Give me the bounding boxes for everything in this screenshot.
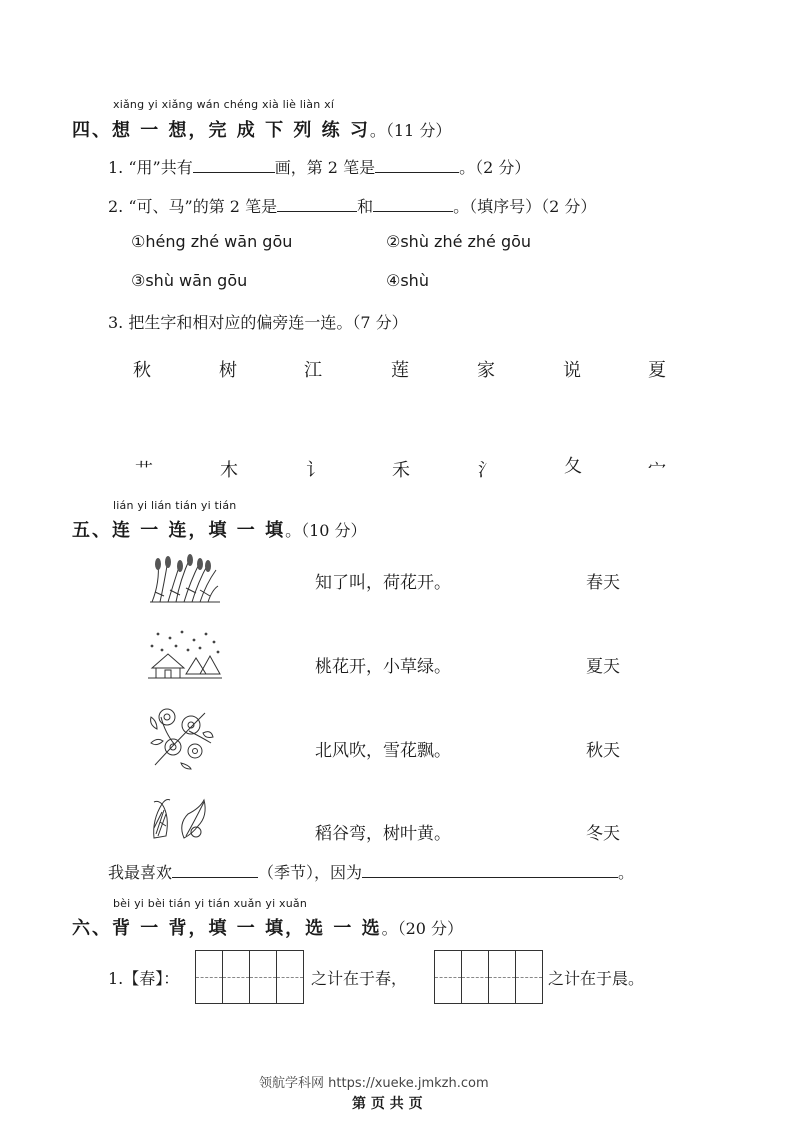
section4-heading: 四、想 一 想，完 成 下 列 练 习 <box>72 120 370 141</box>
grid-cell[interactable] <box>462 951 489 1003</box>
fill-text-c: 。 <box>618 863 635 882</box>
grid-cell[interactable] <box>435 951 462 1003</box>
section6-heading-line <box>72 914 463 940</box>
radical-shui[interactable]: 氵 <box>478 460 496 481</box>
radical-mian[interactable]: 宀 <box>648 460 666 481</box>
section6-score: 。（20 分） <box>381 919 464 938</box>
char-xia[interactable]: 夏 <box>648 360 666 381</box>
grid-cell[interactable] <box>223 951 250 1003</box>
question-4-3: 3. 把生字和相对应的偏旁连一连。（7 分） <box>108 313 408 332</box>
radical-yan[interactable]: 讠 <box>306 460 324 481</box>
page-number: 第 页 共 页 <box>352 1096 423 1112</box>
q6-1-end: 之计在于晨。 <box>548 969 645 988</box>
writing-grid-1[interactable] <box>195 950 304 1004</box>
grid-cell[interactable] <box>489 951 516 1003</box>
corn-and-leaf-icon[interactable] <box>148 798 210 840</box>
char-lian[interactable]: 莲 <box>391 360 409 381</box>
q42-text-a: 2. “可、马”的第 2 笔是 <box>108 197 278 216</box>
q42-text-b: 和 <box>357 197 374 216</box>
phrase-spring[interactable]: 桃花开，小草绿。 <box>315 657 451 677</box>
section6-pinyin: bèi yi bèi tián yi tián xuǎn yi xuǎn <box>113 897 308 910</box>
q6-1-mid: 之计在于春， <box>311 969 408 988</box>
char-jiang[interactable]: 江 <box>304 360 322 381</box>
q41-text-a: 1. “用”共有 <box>108 158 193 177</box>
footer-watermark: 领航学科网 https://xueke.jmkzh.com <box>259 1076 489 1091</box>
grid-cell[interactable] <box>277 951 303 1003</box>
phrase-autumn[interactable]: 稻谷弯，树叶黄。 <box>315 824 451 844</box>
season-autumn[interactable]: 秋天 <box>586 741 620 761</box>
radical-he[interactable]: 禾 <box>392 460 410 481</box>
grid-cell[interactable] <box>250 951 277 1003</box>
section5-heading-line <box>72 516 367 542</box>
char-shu[interactable]: 树 <box>219 360 237 381</box>
fill-text-a: 我最喜欢 <box>108 863 173 882</box>
section4-heading-line <box>72 116 451 142</box>
option-4: ④shù <box>386 271 429 290</box>
fill-text-b: （季节），因为 <box>258 863 363 882</box>
writing-grid-2[interactable] <box>434 950 543 1004</box>
blank-stroke-count[interactable] <box>193 156 275 173</box>
season-spring[interactable]: 春天 <box>586 573 620 593</box>
blank-favorite-season[interactable] <box>172 861 258 878</box>
section5-heading: 五、连 一 连，填 一 填 <box>72 520 286 541</box>
q42-text-c: 。（填序号）（2 分） <box>453 197 597 216</box>
char-qiu[interactable]: 秋 <box>133 360 151 381</box>
rice-field-icon[interactable] <box>150 552 220 604</box>
option-3: ③shù wān gōu <box>131 271 248 290</box>
section5-pinyin: lián yi lián tián yi tián <box>113 499 237 512</box>
question-4-1 <box>108 155 530 178</box>
blank-ma[interactable] <box>373 195 453 212</box>
blank-ke[interactable] <box>277 195 357 212</box>
radical-sui[interactable]: 夂 <box>564 456 582 477</box>
blank-second-stroke[interactable] <box>375 156 459 173</box>
season-summer[interactable]: 夏天 <box>586 657 620 677</box>
favorite-season-line <box>108 860 634 883</box>
char-jia[interactable]: 家 <box>477 360 495 381</box>
grid-cell[interactable] <box>196 951 223 1003</box>
section4-score: 。（11 分） <box>369 121 452 140</box>
section5-score: 。（10 分） <box>285 521 367 540</box>
q41-text-c: 。（2 分） <box>459 158 531 177</box>
option-2: ②shù zhé zhé gōu <box>386 232 532 251</box>
grid-cell[interactable] <box>516 951 542 1003</box>
flower-branch-icon[interactable] <box>145 703 215 771</box>
radical-cao[interactable]: 艹 <box>135 460 153 481</box>
blank-reason[interactable] <box>362 861 618 878</box>
section6-heading: 六、背 一 背，填 一 填，选 一 选 <box>72 918 382 939</box>
question-4-2 <box>108 194 596 217</box>
q6-1-label: 1.【春】： <box>108 969 180 988</box>
phrase-summer[interactable]: 知了叫，荷花开。 <box>315 573 451 593</box>
option-1: ①héng zhé wān gōu <box>131 232 293 251</box>
section4-pinyin: xiǎng yi xiǎng wán chéng xià liè liàn xí <box>113 98 335 111</box>
radical-mu[interactable]: 木 <box>220 460 238 481</box>
q41-text-b: 画，第 2 笔是 <box>274 158 376 177</box>
phrase-winter[interactable]: 北风吹，雪花飘。 <box>315 741 451 761</box>
season-winter[interactable]: 冬天 <box>586 824 620 844</box>
snowy-house-icon[interactable] <box>148 628 222 680</box>
char-shuo[interactable]: 说 <box>563 360 581 381</box>
